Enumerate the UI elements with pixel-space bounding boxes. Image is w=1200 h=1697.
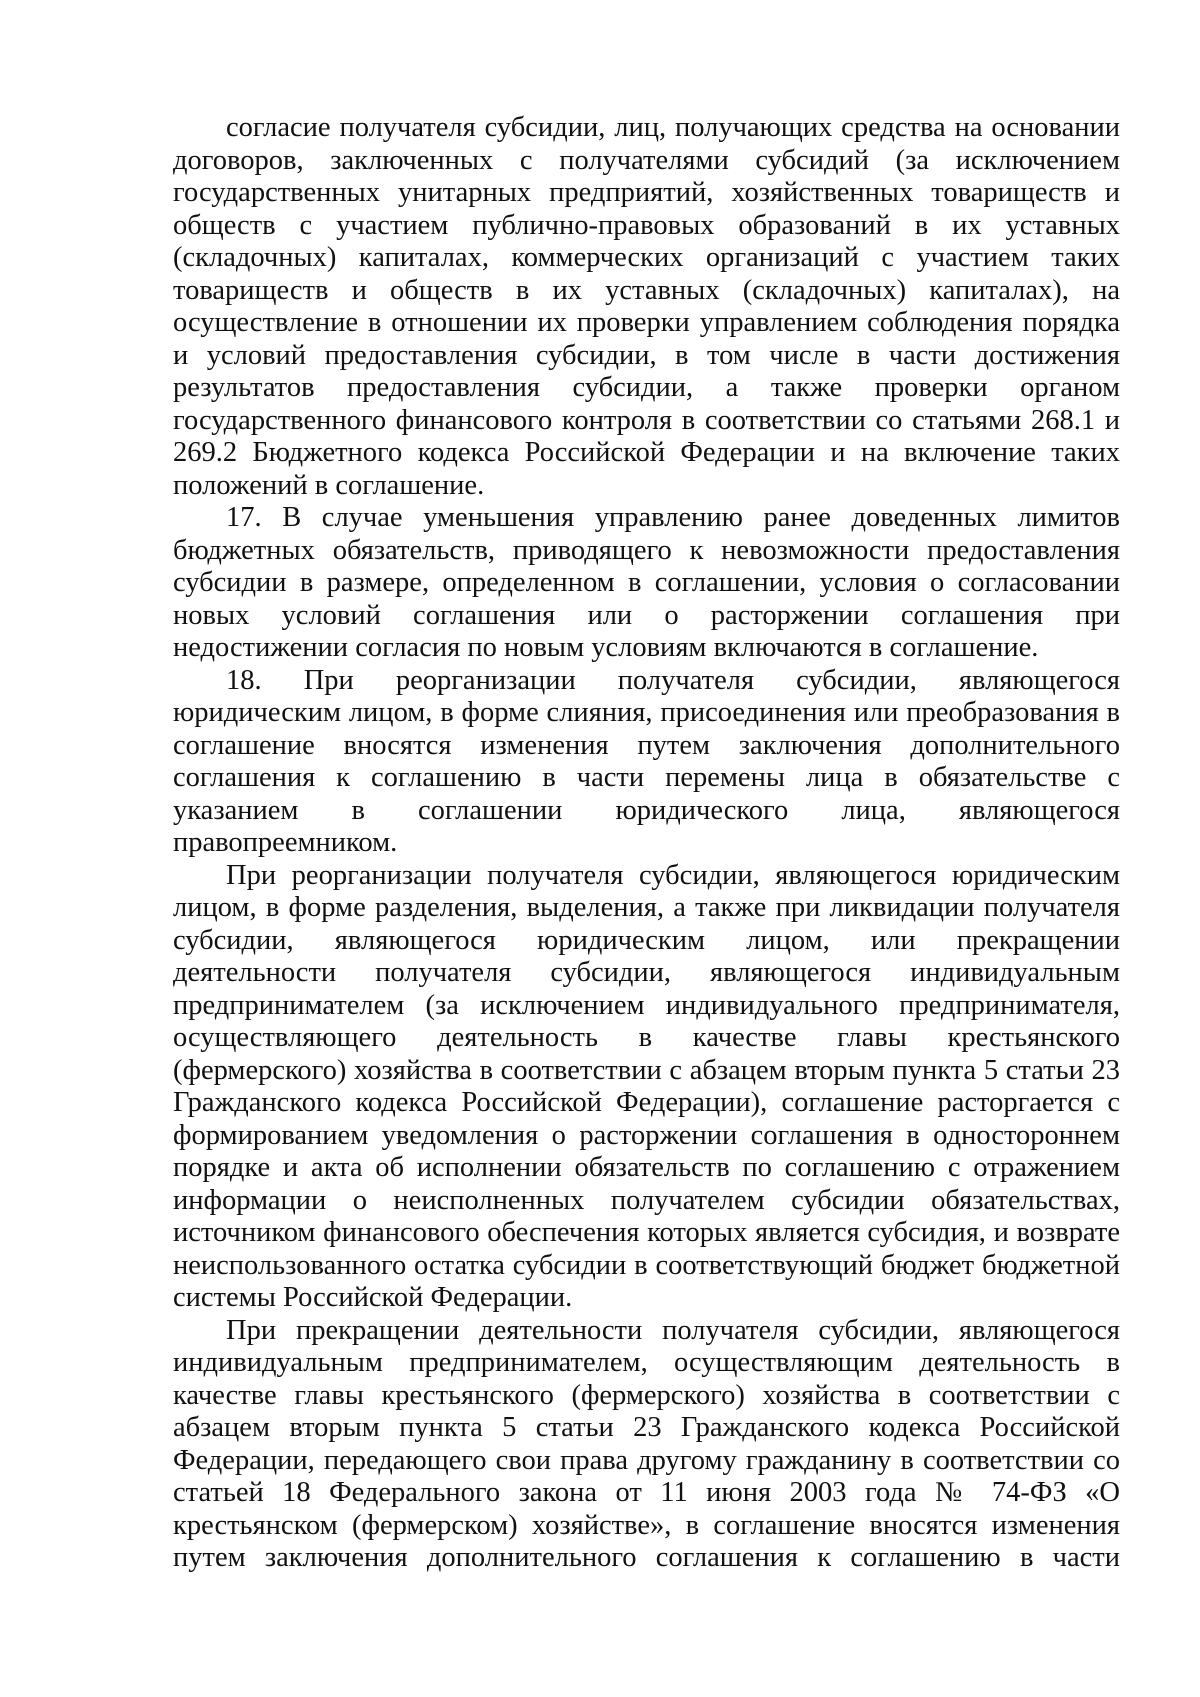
paragraph-17: 17. В случае уменьшения управлению ранее доведенных лимитов бюджетных обязательств, приводящего к невозможности предоставления субсидии в размере, определенном в соглашении, условия о согласовании новых условий соглашения или о расторжении соглашения при недостижении согласия по новым условиям включаются в соглашение. — [173, 502, 1120, 663]
document-body — [173, 112, 1120, 1575]
paragraph-termination: При прекращении деятельности получателя субсидии, являющегося индивидуальным предпринимателем, осуществляющим деятельность в качестве главы крестьянского (фермерского) хозяйства в соответствии с абзацем вторым пункта 5 статьи 23 Гражданского кодекса Российской Федерации, передающего свои права другому гражданину в соответствии со статьей 18 Федерального закона от 11 июня 2003 года № 74-ФЗ «О крестьянском (фермерском) хозяйстве», в соглашение вносятся изменения путем заключения дополнительного соглашения к соглашению в части — [173, 1314, 1120, 1573]
paragraph-18: 18. При реорганизации получателя субсидии, являющегося юридическим лицом, в форме слияния, присоединения или преобразования в соглашение вносятся изменения путем заключения дополнительного соглашения к соглашению в части перемены лица в обязательстве с указанием в соглашении юридического лица, являющегося правопреемником. — [173, 664, 1120, 858]
paragraph-reorganization: При реорганизации получателя субсидии, являющегося юридическим лицом, в форме разделения, выделения, а также при ликвидации получателя субсидии, являющегося юридическим лицом, или прекращении деятельности получателя субсидии, являющегося индивидуальным предпринимателем (за исключением индивидуального предпринимателя, осуществляющего деятельность в качестве главы крестьянского (фермерского) хозяйства в соответствии с абзацем вторым пункта 5 статьи 23 Гражданского кодекса Российской Федерации), соглашение расторгается с формированием уведомления о расторжении соглашения в одностороннем порядке и акта об исполнении обязательств по соглашению с отражением информации о неисполненных получателем субсидии обязательствах, источником финансового обеспечения которых является субсидия, и возврате неиспользованного остатка субсидии в соответствующий бюджет бюджетной системы Российской Федерации. — [173, 859, 1120, 1313]
paragraph-consent: согласие получателя субсидии, лиц, получающих средства на основании договоров, заключенных с получателями субсидий (за исключением государственных унитарных предприятий, хозяйственных товариществ и обществ с участием публично-правовых образований в их уставных (складочных) капиталах, коммерческих организаций с участием таких товариществ и обществ в их уставных (складочных) капиталах), на осуществление в отношении их проверки управлением соблюдения порядка и условий предоставления субсидии, в том числе в части достижения результатов предоставления субсидии, а также проверки органом государственного финансового контроля в соответствии со статьями 268.1 и 269.2 Бюджетного кодекса Российской Федерации и на включение таких положений в соглашение. — [173, 112, 1120, 501]
